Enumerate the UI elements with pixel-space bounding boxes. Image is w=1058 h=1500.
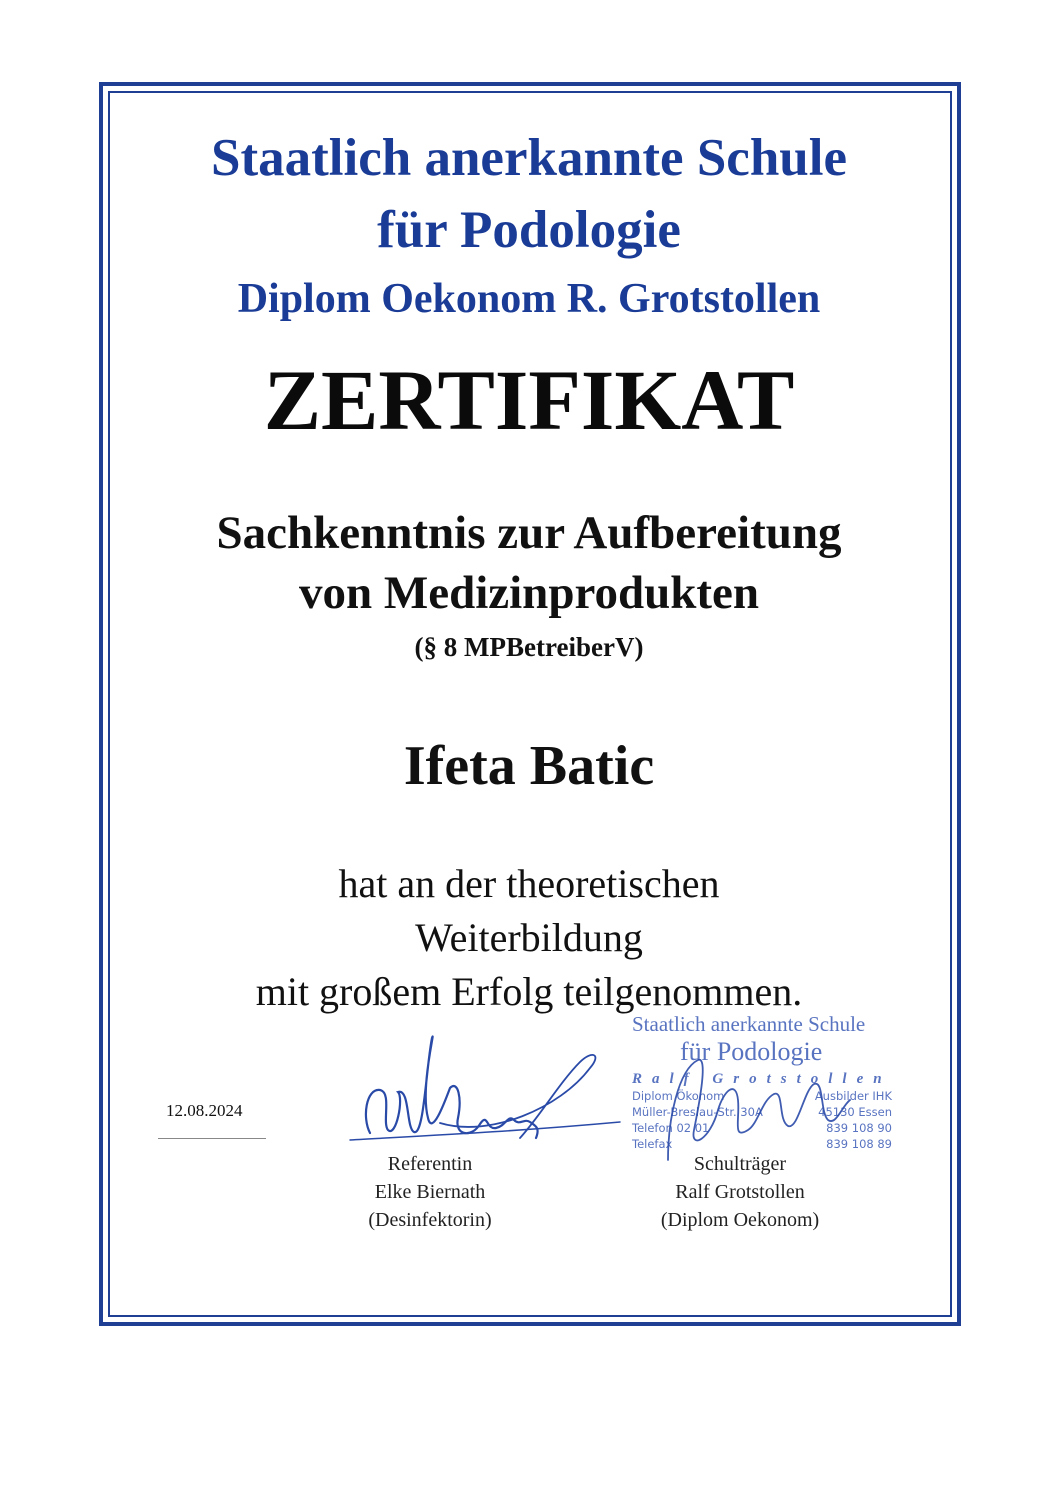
right-signatory	[620, 1150, 860, 1234]
recipient-name: Ifeta Batic	[403, 735, 655, 797]
subject-line2: von Medizinprodukten	[298, 567, 760, 619]
right-signatory-role: Schulträger	[693, 1153, 787, 1175]
left-signatory-title: (Desinfektorin)	[368, 1209, 492, 1231]
stamp-row1-right: Ausbilder IHK	[814, 1089, 892, 1103]
stamp-row4-left: Telefax	[632, 1137, 673, 1151]
body-text-line2: Weiterbildung	[415, 915, 643, 960]
stamp-row2-right: 45130 Essen	[818, 1105, 892, 1119]
subject-regulation: (§ 8 MPBetreiberV)	[414, 632, 644, 662]
left-signatory	[330, 1150, 530, 1234]
stamp-row3-left: Telefon 02 01	[632, 1121, 710, 1135]
left-handwritten-signature	[340, 1028, 630, 1168]
stamp-line1: Staatlich anerkannte Schule	[632, 1012, 866, 1036]
stamp-row3-right: 839 108 90	[826, 1121, 892, 1135]
certificate-title: ZERTIFIKAT	[263, 352, 795, 448]
date-underline	[158, 1138, 266, 1139]
left-signatory-name: Elke Biernath	[374, 1181, 486, 1203]
school-name-line1: Staatlich anerkannte Schule	[210, 129, 848, 187]
school-owner-line: Diplom Oekonom R. Grotstollen	[237, 276, 821, 322]
right-signatory-name: Ralf Grotstollen	[675, 1181, 805, 1203]
stamp-line2: für Podologie	[680, 1037, 823, 1066]
right-handwritten-signature	[628, 1030, 878, 1170]
stamp-line3: Ralf Grotstollen	[632, 1071, 892, 1087]
body-text-line3: mit großem Erfolg teilgenommen.	[255, 969, 803, 1014]
school-name-line2: für Podologie	[377, 201, 681, 259]
subject-line1: Sachkenntnis zur Aufbereitung	[216, 507, 842, 559]
left-signatory-role: Referentin	[387, 1153, 473, 1175]
stamp-row4-right: 839 108 89	[826, 1137, 892, 1151]
body-text-line1: hat an der theoretischen	[338, 861, 720, 906]
stamp-row1-left: Diplom Ökonom	[632, 1089, 725, 1103]
right-signatory-title: (Diplom Oekonom)	[660, 1209, 820, 1231]
stamp-row2-left: Müller-Breslau-Str. 30A	[632, 1105, 763, 1119]
issue-date: 12.08.2024	[166, 1101, 243, 1120]
